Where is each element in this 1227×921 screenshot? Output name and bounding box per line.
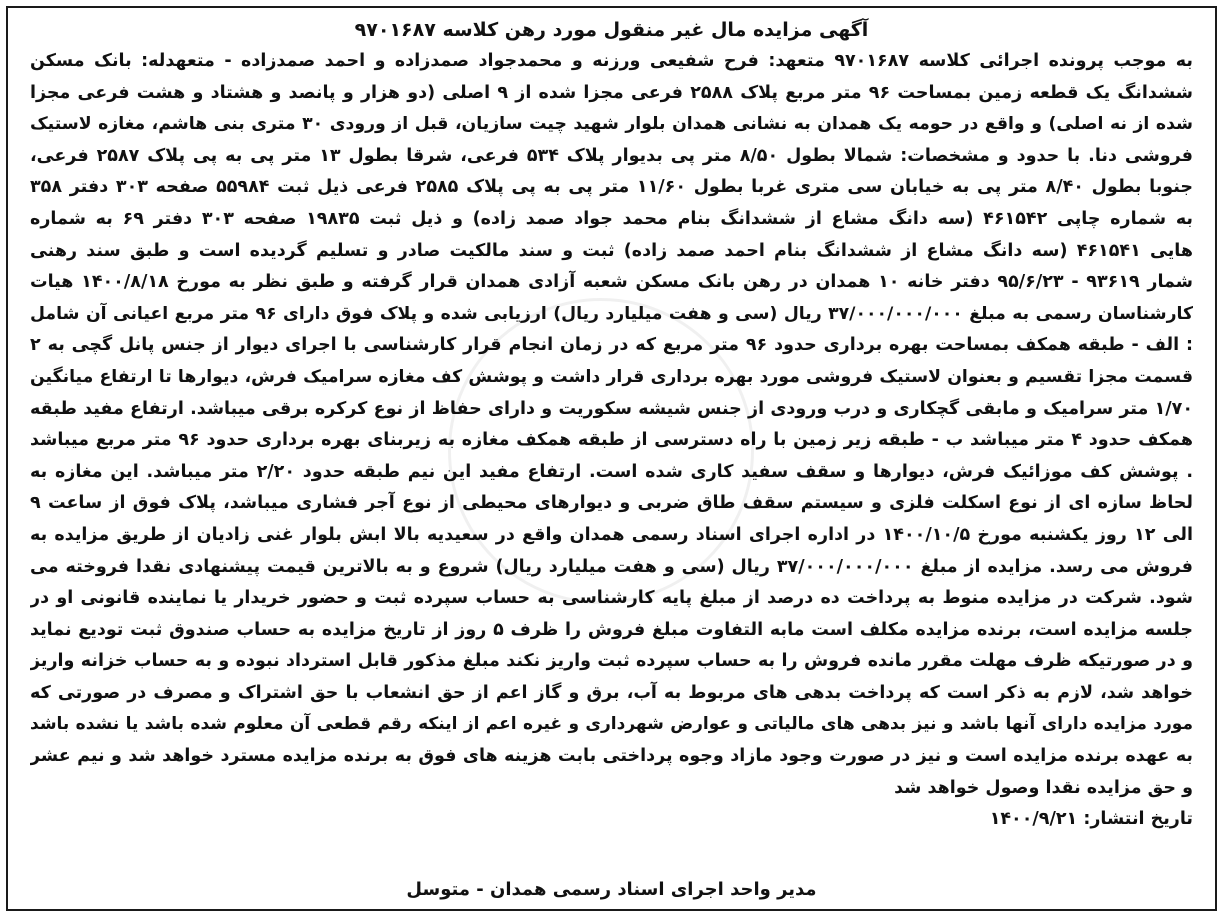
notice-body: [30, 46, 1193, 804]
body-line-4: فروشی دنا. با حدود و مشخصات: شمالا بطول ۸/۵۰ متر پی بدیوار پلاک ۵۳۴ فرعی، شرقا بطول ۱۳ متر پی به پی پلاک ۲۵۸۷ فرعی،: [30, 145, 1193, 166]
signature: مدیر واحد اجرای اسناد رسمی همدان - متوسل: [406, 879, 817, 900]
body-line-16: الی ۱۲ روز یکشنبه مورخ ۱۴۰۰/۱۰/۵ در اداره اجرای اسناد رسمی همدان واقع در سعیدیه بالا ابش بلوار غنی زادیان از طریق مزایده به: [30, 524, 1193, 545]
body-line-10: : الف - طبقه همکف بمساحت بهره برداری حدود ۹۶ متر مربع که در زمان انجام قرار کارشناسی با اجرای دیوار از جنس پانل گچی به ۲: [30, 335, 1193, 356]
body-line-9: کارشناسان رسمی به مبلغ ۳۷/۰۰۰/۰۰۰/۰۰۰ ریال (سی و هفت میلیارد ریال) ارزیابی شده و پلاک فوق دارای ۹۶ متر مربع اعیانی آن شامل: [30, 303, 1193, 324]
body-line-15: لحاظ سازه ای از نوع اسکلت فلزی و سیستم سقف طاق ضربی و دیوارهای محیطی از نوع آجر فشاری میباشد، پلاک فوق از ساعت ۹: [30, 493, 1193, 514]
body-line-23: به عهده برنده مزایده است و نیز در صورت وجود مازاد وجوه پرداختی بابت هزینه های فوق به برنده مزایده مسترد خواهد شد و نیم عشر: [30, 746, 1193, 767]
body-line-8: شمار ۹۳۶۱۹ - ۹۵/۶/۲۳ دفتر خانه ۱۰ همدان در رهن بانک مسکن شعبه آزادی همدان قرار گرفته و طبق نظر به مورخ ۱۴۰۰/۸/۱۸ هیات: [30, 272, 1193, 293]
body-line-24: و حق مزایده نقدا وصول خواهد شد: [894, 777, 1193, 798]
body-line-19: جلسه مزایده است، برنده مزایده مکلف است مابه التفاوت مبلغ فروش را ظرف ۵ روز از تاریخ مزایده به حساب صندوق ثبت تودیع نماید: [30, 619, 1193, 640]
body-line-2: ششدانگ یک قطعه زمین بمساحت ۹۶ متر مربع پلاک ۲۵۸۸ فرعی مجزا شده از ۹ اصلی (دو هزار و پانصد و هشتاد و هشت فرعی مجزا: [30, 82, 1193, 103]
body-line-13: همکف حدود ۴ متر میباشد ب - طبقه زیر زمین با راه دسترسی از طبقه همکف مغازه به زیربنای بهره برداری حدود ۹۶ متر مربع میباشد: [30, 430, 1193, 451]
body-line-11: قسمت مجزا تقسیم و بعنوان لاستیک فروشی مورد بهره برداری قرار داشت و پوشش کف مغازه سرامیک فرش، دیوارها تا ارتفاع میانگین: [30, 366, 1193, 387]
body-line-3: شده از نه اصلی) و واقع در حومه یک همدان به نشانی همدان بلوار شهید چیت سازیان، قبل از ورودی ۳۰ متری بنی هاشم، مغازه لاستیک: [30, 114, 1193, 135]
body-line-5: جنوبا بطول ۸/۴۰ متر پی به خیابان سی متری غربا بطول ۱۱/۶۰ متر پی به پی پلاک ۲۵۸۵ فرعی ذیل ثبت ۵۵۹۸۴ صفحه ۳۰۳ دفتر ۳۵۸: [30, 177, 1193, 198]
body-line-12: ۱/۷۰ متر سرامیک و مابقی گچکاری و درب ورودی از جنس شیشه سکوریت و دارای حفاظ از نوع کرکره برقی میباشد. ارتفاع مفید طبقه: [30, 398, 1193, 419]
body-line-18: شود. شرکت در مزایده منوط به پرداخت ده درصد از مبلغ پایه کارشناسی به حساب سپرده ثبت و حضور خریدار یا نماینده قانونی او در: [30, 588, 1193, 609]
body-line-7: هایی ۴۶۱۵۴۱ (سه دانگ مشاع از ششدانگ بنام احمد صمد زاده) ثبت و سند مالکیت صادر و تسلیم گردیده است و طبق سند رهنی: [30, 240, 1193, 261]
body-line-20: و در صورتیکه ظرف مهلت مقرر مانده فروش را به حساب سپرده ثبت واریز نکند مبلغ مذکور قابل استرداد نبوده و به حساب خزانه واریز: [30, 651, 1193, 672]
notice-title: آگهی مزایده مال غیر منقول مورد رهن کلاسه ۹۷۰۱۶۸۷: [354, 19, 869, 41]
body-line-14: . پوشش کف موزائیک فرش، دیوارها و سقف سفید کاری شده است. ارتفاع مفید این نیم طبقه حدود ۲/۲۰ متر میباشد. این مغازه به: [30, 461, 1193, 482]
body-line-6: به شماره چاپی ۴۶۱۵۴۲ (سه دانگ مشاع از ششدانگ بنام محمد جواد صمد زاده) و ذیل ثبت ۱۹۸۳۵ صفحه ۳۰۳ دفتر ۶۹ به شماره: [30, 208, 1193, 229]
body-line-1: به موجب پرونده اجرائی کلاسه ۹۷۰۱۶۸۷ متعهد: فرح شفیعی ورزنه و محمدجواد صمدزاده و احمد صمدزاده - متعهدله: بانک مسکن: [30, 51, 1193, 71]
auction-notice: [6, 6, 1217, 911]
body-line-17: فروش می رسد. مزایده از مبلغ ۳۷/۰۰۰/۰۰۰/۰۰۰ ریال (سی و هفت میلیارد ریال) شروع و به بالاترین قیمت پیشنهادی نقدا فروخته می: [30, 556, 1193, 577]
body-line-22: مورد مزایده دارای آنها باشد و نیز بدهی های مالیاتی و عوارض شهرداری و غیره اعم از اینکه رقم قطعی آن معلوم شده باشد یا نشده باشد: [30, 714, 1193, 735]
body-line-21: خواهد شد، لازم به ذکر است که پرداخت بدهی های مربوط به آب، برق و گاز اعم از حق انشعاب با حق اشتراک و مصرف در صورتی که: [30, 682, 1193, 703]
publish-date: تاریخ انتشار: ۱۴۰۰/۹/۲۱: [989, 809, 1193, 830]
